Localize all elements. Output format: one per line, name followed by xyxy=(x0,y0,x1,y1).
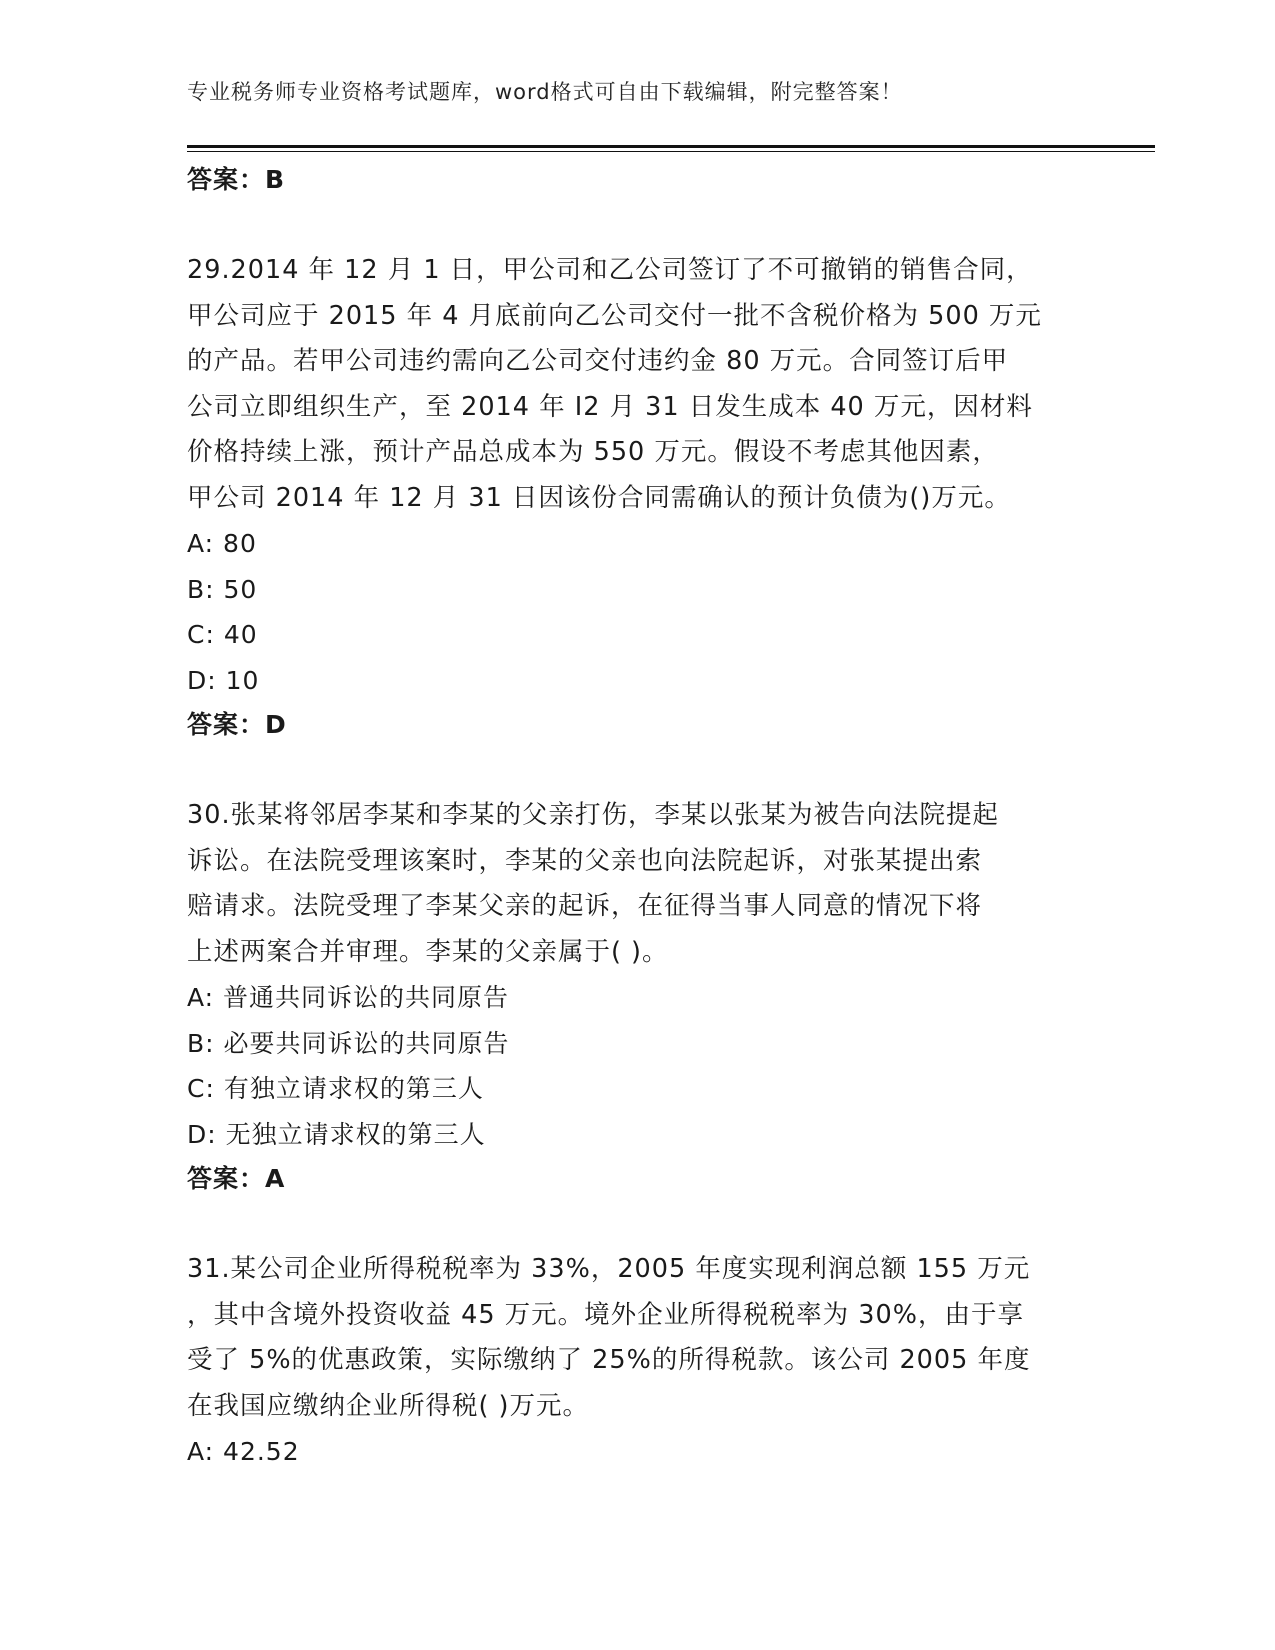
question-stem-line: 赔请求。法院受理了李某父亲的起诉，在征得当事人同意的情况下将 xyxy=(187,891,983,921)
question-stem-line: 在我国应缴纳企业所得税( )万元。 xyxy=(187,1390,590,1421)
option-a: A: 42.52 xyxy=(187,1437,300,1466)
question-stem-line: 上述两案合并审理。李某的父亲属于( )。 xyxy=(187,936,669,967)
question-stem-line: 31.某公司企业所得税税率为 33%，2005 年度实现利润总额 155 万元 xyxy=(187,1254,1031,1284)
answer-line: 答案：A xyxy=(187,1164,286,1193)
question-31 xyxy=(187,1247,1087,1475)
question-stem-line: ，其中含境外投资收益 45 万元。境外企业所得税税率为 30%，由于享 xyxy=(187,1299,1024,1330)
question-stem-line: 价格持续上涨，预计产品总成本为 550 万元。假设不考虑其他因素， xyxy=(187,437,999,467)
option-b: B: 必要共同诉讼的共同原告 xyxy=(187,1028,510,1058)
option-a: A: 80 xyxy=(187,529,257,558)
previous-answer: 答案：B xyxy=(187,165,286,194)
option-a: A: 普通共同诉讼的共同原告 xyxy=(187,983,510,1012)
question-stem-line: 甲公司应于 2015 年 4 月底前向乙公司交付一批不含税价格为 500 万元 xyxy=(187,300,1042,331)
question-stem-line: 诉讼。在法院受理该案时，李某的父亲也向法院起诉，对张某提出索 xyxy=(187,845,983,876)
page-header: 专业税务师专业资格考试题库，word格式可自由下载编辑，附完整答案！ xyxy=(187,80,903,104)
option-d: D: 10 xyxy=(187,665,260,695)
question-stem-line: 30.张某将邻居李某和李某的父亲打伤，李某以张某为被告向法院提起 xyxy=(187,800,1000,830)
question-stem-line: 甲公司 2014 年 12 月 31 日因该份合同需确认的预计负债为()万元。 xyxy=(187,482,1011,513)
answer-line: 答案：D xyxy=(187,710,287,739)
question-30 xyxy=(187,793,1087,1201)
page-content xyxy=(187,158,1087,1475)
option-c: C: 40 xyxy=(187,620,258,649)
question-stem-line: 29.2014 年 12 月 1 日，甲公司和乙公司签订了不可撤销的销售合同， xyxy=(187,255,1033,285)
option-b: B: 50 xyxy=(187,574,258,604)
option-d: D: 无独立请求权的第三人 xyxy=(187,1119,486,1149)
option-c: C: 有独立请求权的第三人 xyxy=(187,1074,484,1103)
question-stem-line: 受了 5%的优惠政策，实际缴纳了 25%的所得税款。该公司 2005 年度 xyxy=(187,1345,1031,1375)
header-divider-thick xyxy=(187,145,1155,148)
question-stem-line: 公司立即组织生产，至 2014 年 I2 月 31 日发生成本 40 万元，因材料 xyxy=(187,391,1033,422)
question-29 xyxy=(187,248,1087,747)
question-stem-line: 的产品。若甲公司违约需向乙公司交付违约金 80 万元。合同签订后甲 xyxy=(187,346,1009,376)
header-divider-thin xyxy=(187,151,1155,152)
